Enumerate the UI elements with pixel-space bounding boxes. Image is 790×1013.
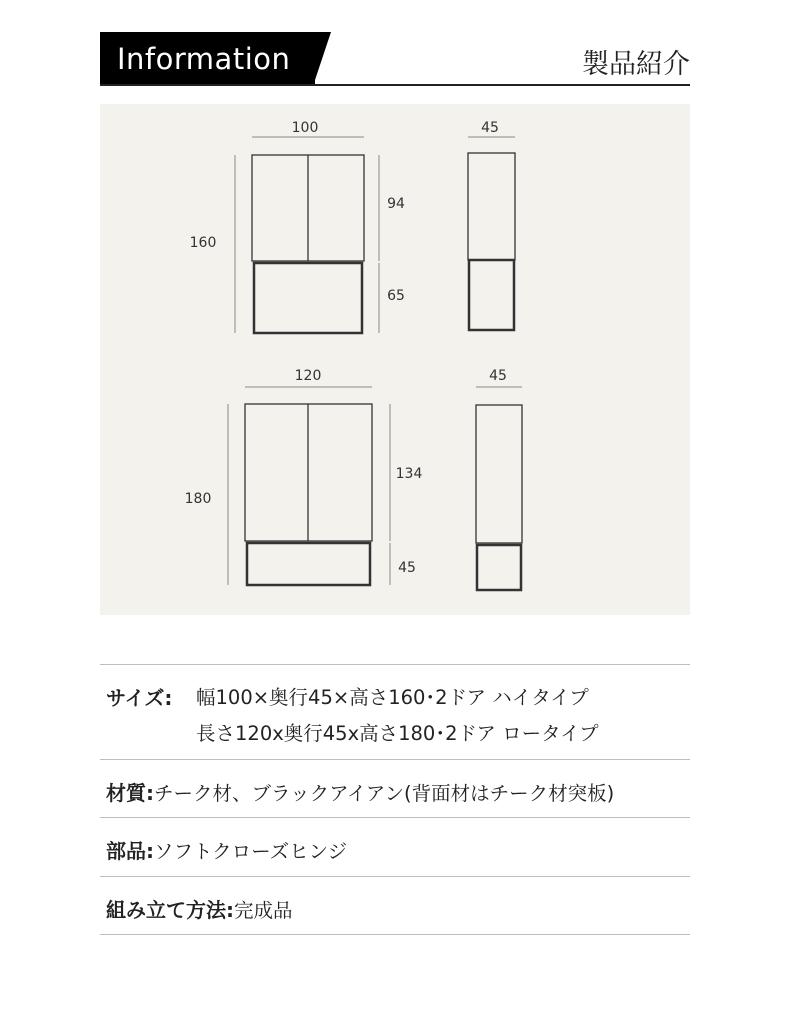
high-height-label: 160 xyxy=(189,235,217,251)
high-type-front-view xyxy=(252,155,364,333)
low-side-upper xyxy=(476,405,522,543)
low-height-label: 180 xyxy=(184,491,212,507)
header-tab-tip xyxy=(313,32,331,86)
low-upper-label: 134 xyxy=(395,466,423,482)
low-type-front-view xyxy=(245,404,372,585)
high-width-label: 100 xyxy=(291,120,319,136)
low-width-label: 120 xyxy=(294,368,322,384)
assembly-row xyxy=(106,894,293,923)
high-side-upper xyxy=(468,153,515,260)
divider xyxy=(100,934,690,935)
divider xyxy=(100,664,690,665)
size-label: サイズ: xyxy=(106,686,173,710)
assembly-value: 完成品 xyxy=(234,899,293,922)
high-type-side-view xyxy=(468,153,515,330)
size-value-low: 長さ120x奥行45x高さ180･2ドア ロータイプ xyxy=(196,722,599,745)
parts-row xyxy=(106,835,347,864)
parts-label: 部品: xyxy=(106,839,154,863)
high-depth-label: 45 xyxy=(481,120,499,136)
high-lower-label: 65 xyxy=(387,288,405,304)
section-title-jp: 製品紹介 xyxy=(582,49,690,80)
divider xyxy=(100,759,690,760)
dimension-drawing xyxy=(100,104,690,615)
low-lower-frame xyxy=(247,543,370,585)
dimension-drawing-svg xyxy=(100,104,690,615)
divider xyxy=(100,876,690,877)
high-upper-label: 94 xyxy=(387,196,405,212)
high-lower-frame xyxy=(254,263,362,333)
low-lower-label: 45 xyxy=(398,560,416,576)
low-side-frame xyxy=(477,545,521,590)
section-title: Information xyxy=(117,42,291,76)
divider xyxy=(100,817,690,818)
material-row xyxy=(106,777,614,806)
parts-value: ソフトクローズヒンジ xyxy=(154,840,348,863)
low-depth-label: 45 xyxy=(489,368,507,384)
material-value: チーク材、ブラックアイアン(背面材はチーク材突板) xyxy=(154,782,615,805)
assembly-label: 組み立て方法: xyxy=(106,898,234,922)
section-header xyxy=(100,32,690,88)
high-side-frame xyxy=(469,260,514,330)
header-underline xyxy=(100,84,690,86)
material-label: 材質: xyxy=(106,781,154,805)
size-value-high: 幅100×奥行45×高さ160･2ドア ハイタイプ xyxy=(196,686,589,709)
low-type-side-view xyxy=(476,405,522,590)
